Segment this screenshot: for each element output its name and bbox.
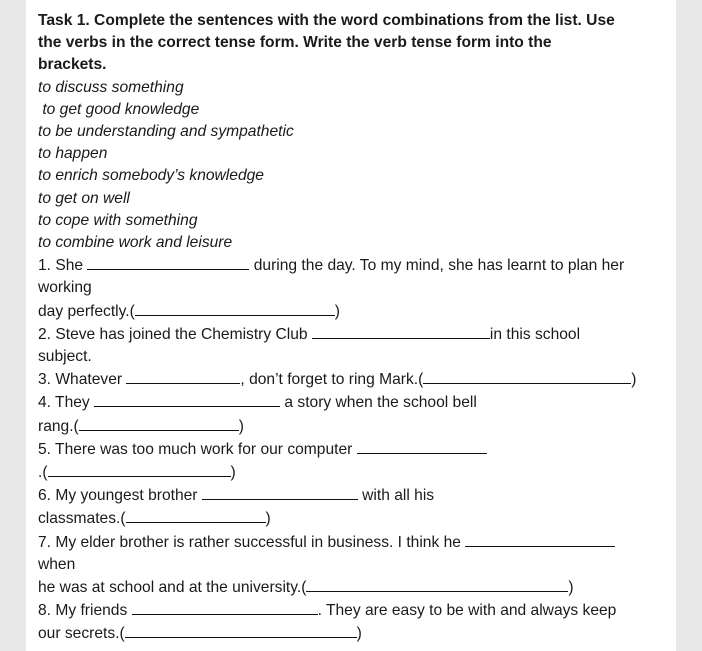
sentence-text: classmates.( xyxy=(38,510,126,528)
sentence-text: 8. My friends xyxy=(38,602,132,620)
phrase-item: to get good knowledge xyxy=(38,100,200,118)
task-heading-line-1: Task 1. Complete the sentences with the word combinations from the list. Use xyxy=(38,12,615,29)
worksheet-content xyxy=(38,10,670,646)
sentence-text: 5. There was too much work for our computer xyxy=(38,440,357,458)
sentence-4-line-1 xyxy=(38,391,670,414)
answer-blank[interactable] xyxy=(126,368,240,384)
bracket-close: ) xyxy=(230,464,236,482)
phrase-item: to happen xyxy=(38,145,108,163)
tense-blank[interactable] xyxy=(125,622,357,638)
answer-blank[interactable] xyxy=(312,323,490,339)
tense-blank[interactable] xyxy=(423,368,631,384)
sentence-2-line-2: subject. xyxy=(38,348,92,366)
sentence-text: during the day. To my mind, she has learnt to plan her xyxy=(249,257,625,275)
sentence-3-line-1 xyxy=(38,368,670,391)
sentence-text: 4. They xyxy=(38,394,95,412)
tense-blank[interactable] xyxy=(79,415,239,431)
sentence-6-line-1 xyxy=(38,484,670,507)
answer-blank[interactable] xyxy=(202,484,358,500)
answer-blank[interactable] xyxy=(94,391,280,407)
sentence-text: rang.( xyxy=(38,417,79,435)
sentence-text: , don’t forget to ring Mark.( xyxy=(240,371,424,389)
answer-blank[interactable] xyxy=(87,254,249,270)
phrase-item: to enrich somebody’s knowledge xyxy=(38,167,264,185)
sentence-text: 3. Whatever xyxy=(38,371,127,389)
sentence-text: day perfectly.( xyxy=(38,302,135,320)
sentence-text: he was at school and at the university.( xyxy=(38,579,307,597)
task-heading-line-3: brackets. xyxy=(38,56,107,74)
sentence-1-line-1 xyxy=(38,254,670,277)
sentence-8-line-2 xyxy=(38,622,670,645)
worksheet-page xyxy=(26,0,676,651)
sentence-text: in this school xyxy=(489,325,581,343)
bracket-close: ) xyxy=(334,302,340,320)
tense-blank[interactable] xyxy=(48,461,231,477)
answer-blank[interactable] xyxy=(465,531,615,547)
phrase-item: to be understanding and sympathetic xyxy=(38,123,294,141)
sentence-6-line-2 xyxy=(38,507,670,530)
bracket-close: ) xyxy=(238,417,244,435)
sentence-1-line-3 xyxy=(38,300,670,323)
sentence-7-line-3 xyxy=(38,576,670,599)
bracket-close: ) xyxy=(356,625,362,643)
sentence-4-line-2 xyxy=(38,415,670,438)
sentence-text: our secrets.( xyxy=(38,625,125,643)
phrase-item: to discuss something xyxy=(38,78,184,96)
sentence-text: a story when the school bell xyxy=(280,394,477,412)
bracket-close: ) xyxy=(265,510,271,528)
sentence-1-line-2: working xyxy=(38,279,92,297)
sentence-text: .( xyxy=(38,464,48,482)
sentence-7-line-1 xyxy=(38,531,670,554)
sentence-text: 6. My youngest brother xyxy=(38,487,202,505)
phrase-item: to combine work and leisure xyxy=(38,234,233,252)
sentence-text: . They are easy to be with and always keep xyxy=(317,602,617,620)
answer-blank[interactable] xyxy=(132,599,318,615)
sentence-8-line-1 xyxy=(38,599,670,622)
sentence-7-line-2: when xyxy=(38,555,76,573)
tense-blank[interactable] xyxy=(135,300,335,316)
sentence-5-line-1 xyxy=(38,438,670,461)
tense-blank[interactable] xyxy=(306,576,568,592)
task-heading-line-2: the verbs in the correct tense form. Write the verb tense form into the xyxy=(38,34,552,52)
sentence-text: 1. She xyxy=(38,257,88,275)
tense-blank[interactable] xyxy=(126,507,266,523)
sentence-text: 2. Steve has joined the Chemistry Club xyxy=(38,325,312,343)
phrase-item: to get on well xyxy=(38,189,130,207)
phrase-item: to cope with something xyxy=(38,211,198,229)
sentence-text: with all his xyxy=(357,487,435,505)
sentence-text: 7. My elder brother is rather successful in business. I think he xyxy=(38,533,466,551)
bracket-close: ) xyxy=(568,579,574,597)
sentence-5-line-2 xyxy=(38,461,670,484)
bracket-close: ) xyxy=(631,371,637,389)
sentence-2-line-1 xyxy=(38,323,670,346)
answer-blank[interactable] xyxy=(357,438,487,454)
